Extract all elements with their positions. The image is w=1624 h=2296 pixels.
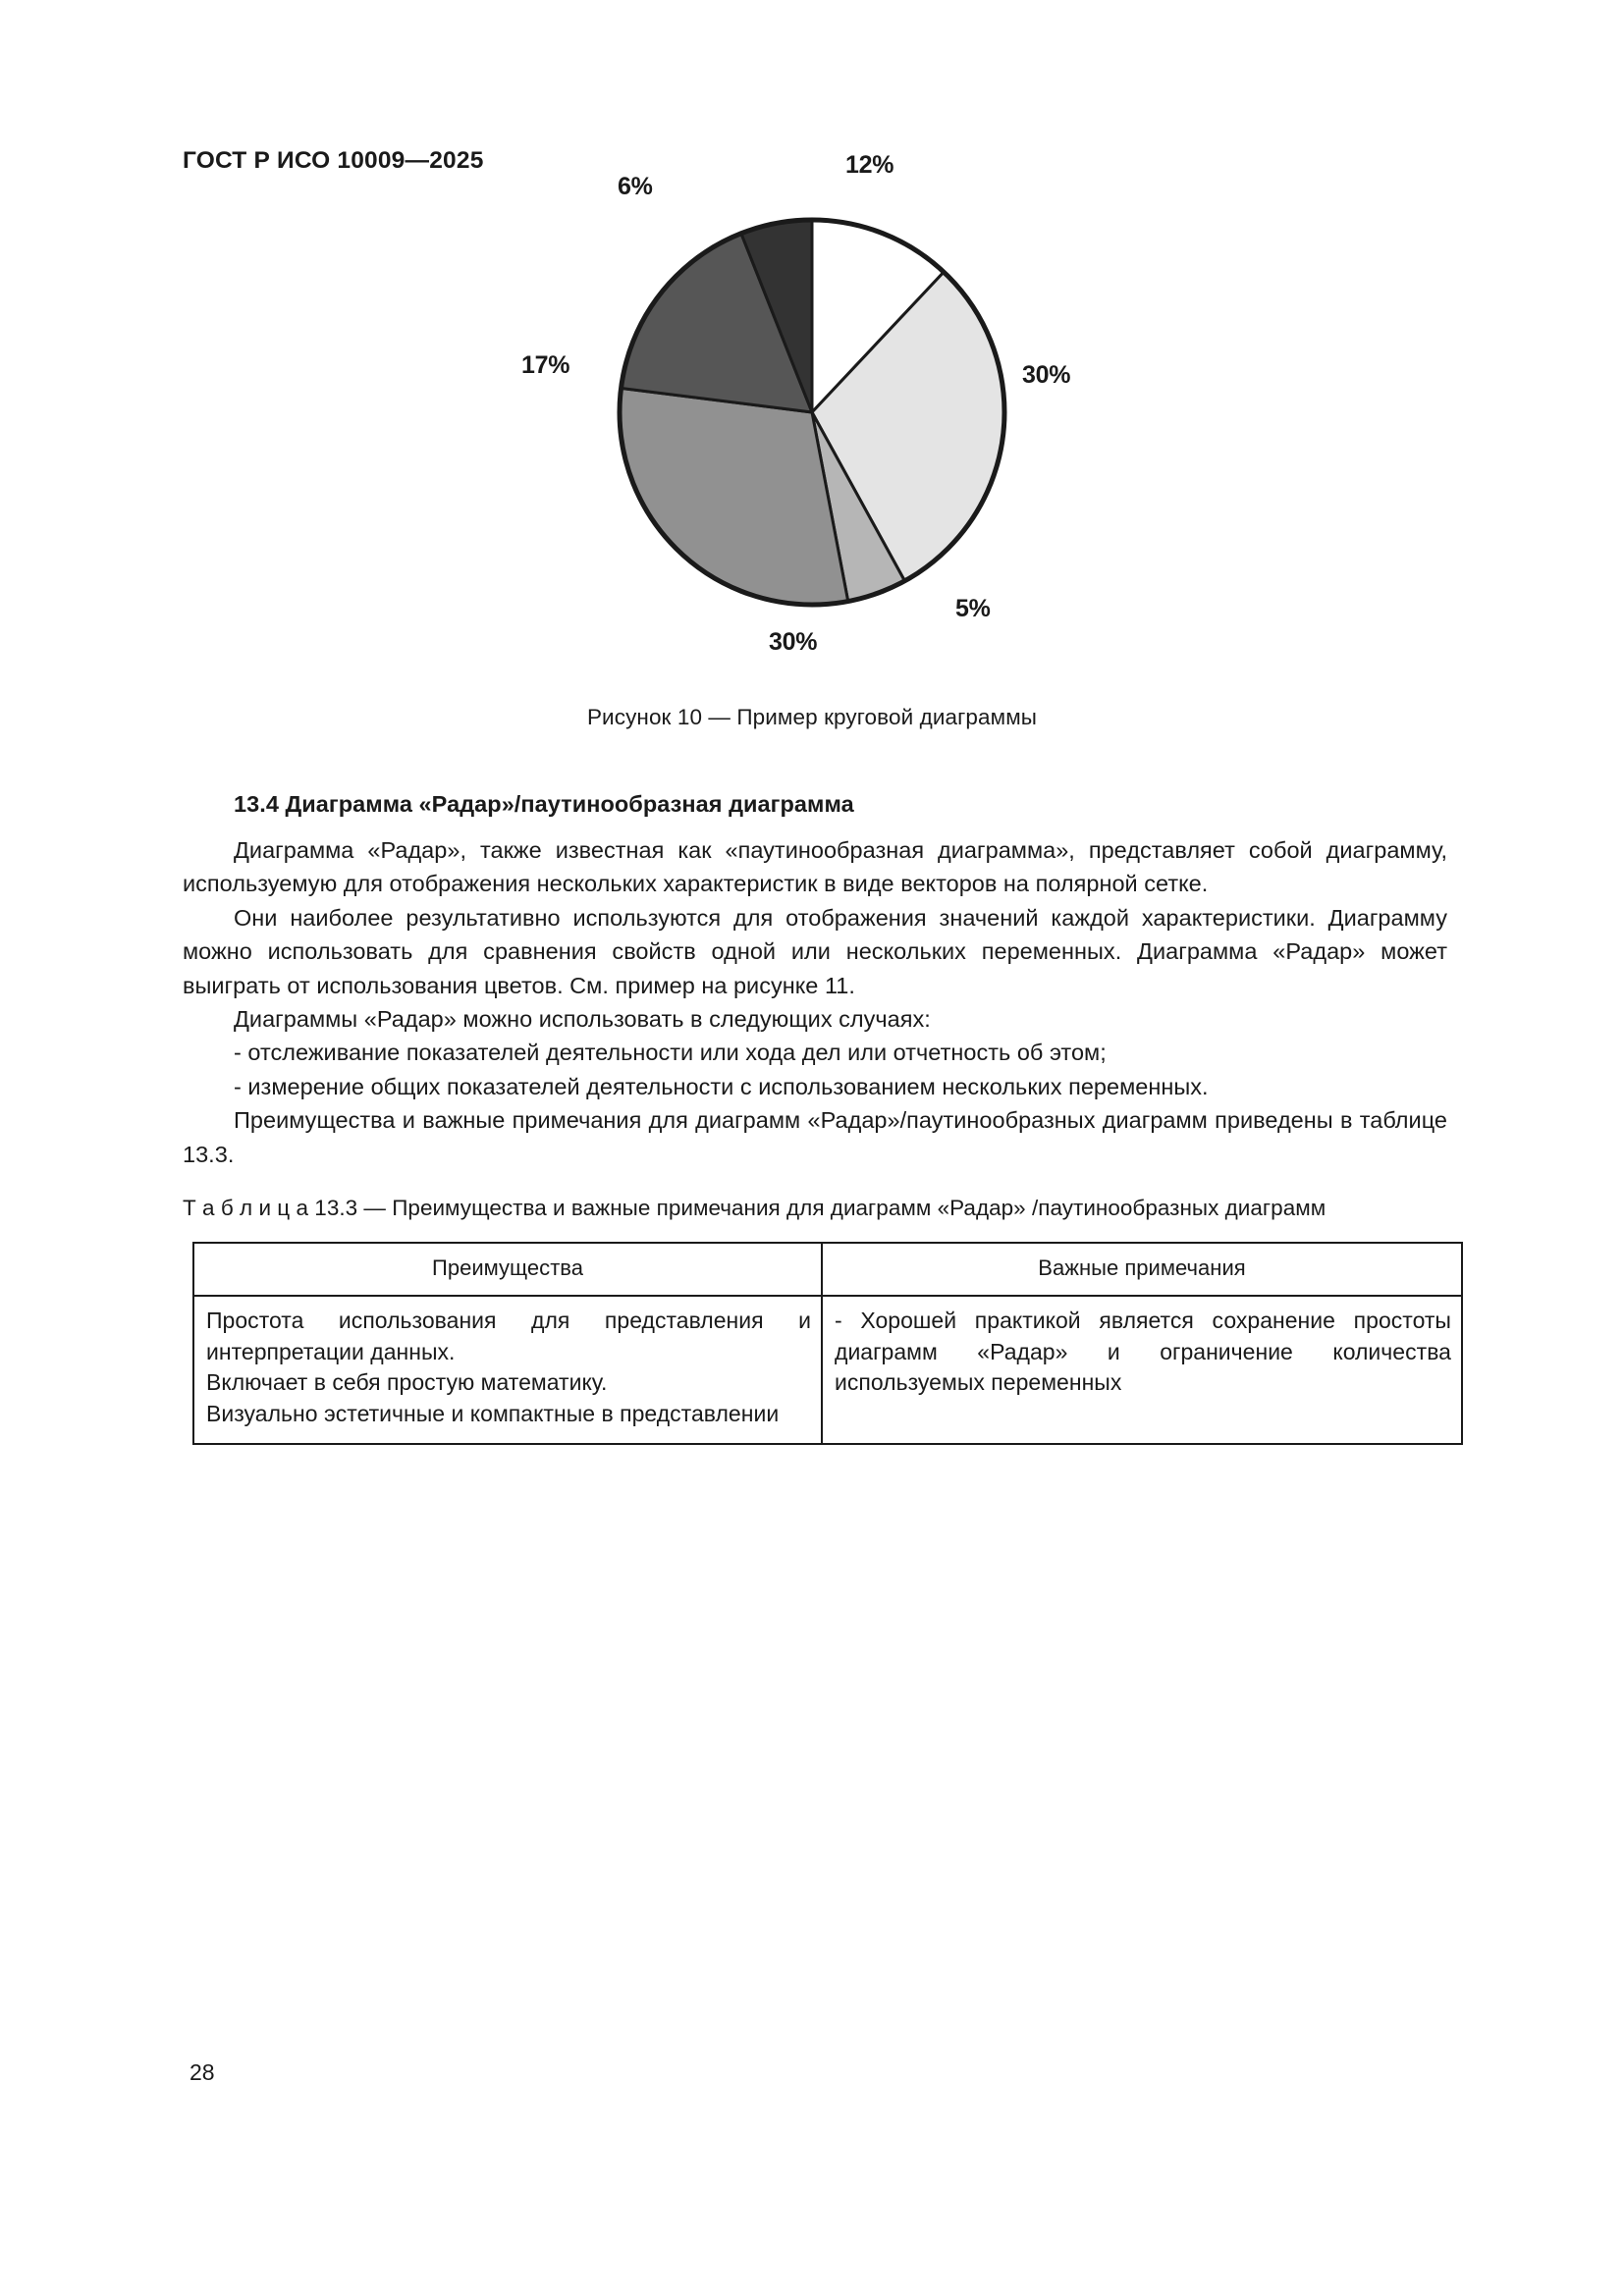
list-item-1: - отслеживание показателей деятельности или хода дел или отчетность об этом; [234, 1040, 1107, 1066]
list-item-2: - измерение общих показателей деятельности с использованием нескольких переменных. [234, 1073, 1209, 1099]
table-caption: Т а б л и ц а 13.3 — Преимущества и важные примечания для диаграмм «Радар» /паутинообразных диаграмм [183, 1196, 1326, 1220]
paragraph-closing: Преимущества и важные примечания для диаграмм «Радар»/паутинообразных диаграмм приведены в таблице 13.3. [183, 1107, 1447, 1167]
table-13-3 [192, 1242, 1463, 1445]
table-header-advantages: Преимущества [193, 1243, 822, 1296]
pie-chart [508, 151, 1116, 687]
section-heading: 13.4 Диаграмма «Радар»/паутинообразная диаграмма [234, 791, 854, 817]
pie-chart-svg [508, 196, 1116, 628]
figure-caption: Рисунок 10 — Пример круговой диаграммы [586, 705, 1038, 729]
cell-notes: - Хорошей практикой является сохранение простоты диаграмм «Радар» и ограничение количества используемых переменных [822, 1296, 1462, 1444]
paragraph-1: Диаграмма «Радар», также известная как «паутинообразная диаграмма», представляет собой диаграмму, используемую для отображения нескольких характеристик в виде векторов на полярной сетке. [183, 837, 1447, 897]
pie-label-right: 30% [1022, 361, 1071, 389]
table-header-row [193, 1243, 1462, 1296]
paragraph-3: Диаграммы «Радар» можно использовать в следующих случаях: [234, 1006, 931, 1033]
table-row [193, 1296, 1462, 1444]
pie-slice-30% [620, 388, 848, 605]
section-13-4 [183, 791, 1447, 1171]
page-number: 28 [189, 2059, 215, 2085]
running-head: ГОСТ Р ИСО 10009—2025 [183, 147, 484, 174]
paragraph-2: Они наиболее результативно используются для отображения значений каждой характеристики. Диаграмму можно использовать для сравнения свойств одной или нескольких переменных. Диаграмма «Радар» может выиграть от использования цветов. См. пример на рисунке 11. [183, 904, 1447, 998]
pie-label-bottom-right: 5% [955, 595, 991, 622]
pie-label-left: 17% [521, 351, 570, 379]
pie-label-bottom: 30% [769, 628, 818, 656]
cell-advantages: Простота использования для представления и интерпретации данных. Включает в себя простую математику. Визуально эстетичные и компактные в представлении [193, 1296, 822, 1444]
pie-label-top-left: 6% [618, 173, 653, 200]
pie-label-top: 12% [845, 151, 894, 179]
table-header-notes: Важные примечания [822, 1243, 1462, 1296]
